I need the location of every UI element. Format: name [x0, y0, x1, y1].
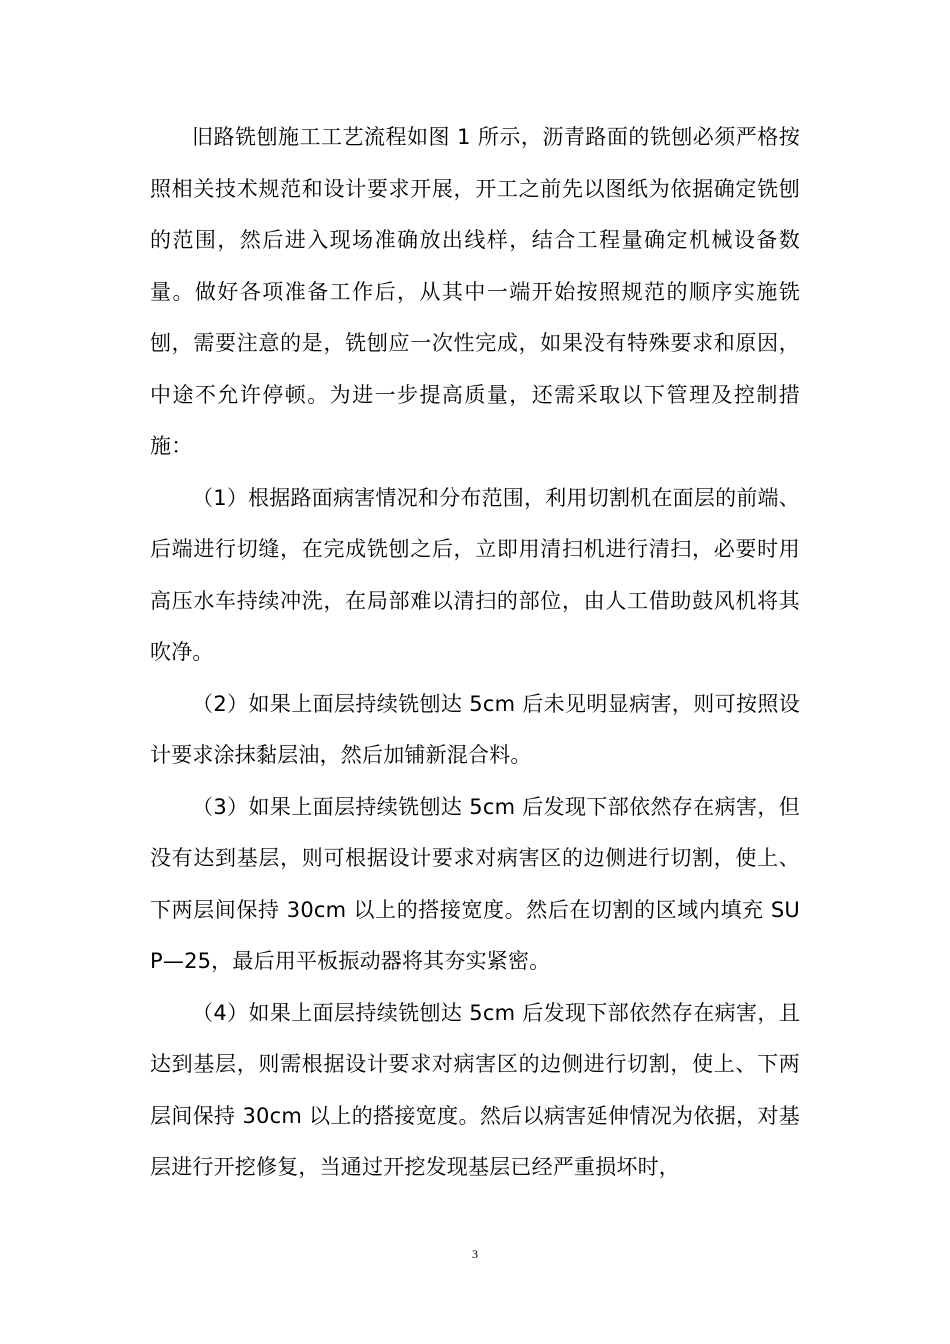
paragraph-item-4: （4）如果上面层持续铣刨达 5cm 后发现下部依然存在病害，且达到基层，则需根据设计要求对病害区的边侧进行切割，使上、下两层间保持 30cm 以上的搭接宽度。然后以病害延伸情况为依据，对基层进行开挖修复，当通过开挖发现基层已经严重损坏时， — [150, 1000, 800, 1179]
paragraph-item-3: （3）如果上面层持续铣刨达 5cm 后发现下部依然存在病害，但没有达到基层，则可根据设计要求对病害区的边侧进行切割，使上、下两层间保持 30cm 以上的搭接宽度。然后在切割的区域内填充 SUP—25，最后用平板振动器将其夯实紧密。 — [150, 794, 800, 973]
paragraph-item-1: （1）根据路面病害情况和分布范围，利用切割机在面层的前端、后端进行切缝，在完成铣刨之后，立即用清扫机进行清扫，必要时用高压水车持续冲洗，在局部难以清扫的部位，由人工借助鼓风机将其吹净。 — [150, 485, 800, 664]
paragraph-intro: 旧路铣刨施工工艺流程如图 1 所示，沥青路面的铣刨必须严格按照相关技术规范和设计要求开展，开工之前先以图纸为依据确定铣刨的范围，然后进入现场准确放出线样，结合工程量确定机械设备数量。做好各项准备工作后，从其中一端开始按照规范的顺序实施铣刨，需要注意的是，铣刨应一次性完成，如果没有特殊要求和原因，中途不允许停顿。为进一步提高质量，还需采取以下管理及控制措施： — [150, 125, 800, 458]
page-number: 3 — [472, 1247, 478, 1261]
body-text — [150, 112, 800, 1194]
paragraph-item-2: （2）如果上面层持续铣刨达 5cm 后未见明显病害，则可按照设计要求涂抹黏层油，然后加铺新混合料。 — [150, 691, 800, 767]
